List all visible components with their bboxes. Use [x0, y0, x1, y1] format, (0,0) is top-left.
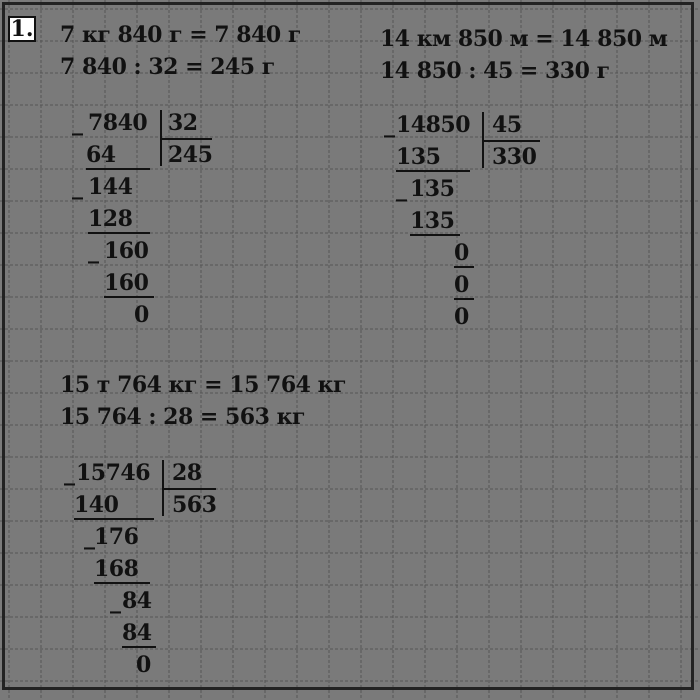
- minus-sign: _: [110, 588, 121, 614]
- division-step: 135: [396, 144, 470, 172]
- divisor-underline: [160, 138, 212, 140]
- divisor-underline: [162, 488, 216, 490]
- dividend: 7840: [88, 110, 148, 136]
- minus-sign: _: [72, 110, 83, 136]
- division-step: 140: [74, 492, 154, 520]
- problem-c-equation: 15 764 : 28 = 563 кг: [60, 404, 305, 430]
- division-step: 0: [454, 240, 474, 268]
- division-step: 160: [104, 270, 154, 298]
- division-step: 64: [86, 142, 150, 170]
- minus-sign: _: [84, 524, 95, 550]
- division-step: 176: [94, 524, 139, 550]
- minus-sign: _: [384, 112, 395, 138]
- division-step: 135: [410, 208, 460, 236]
- quotient: 330: [492, 144, 537, 170]
- task-number: 1.: [8, 16, 36, 42]
- divisor: 32: [168, 110, 198, 136]
- problem-c-conversion: 15 т 764 кг = 15 764 кг: [60, 372, 346, 398]
- dividend: 15746: [76, 460, 151, 486]
- minus-sign: _: [64, 460, 75, 486]
- division-step: 135: [410, 176, 455, 202]
- problem-a-conversion: 7 кг 840 г = 7 840 г: [60, 22, 301, 48]
- division-remainder: 0: [134, 302, 149, 328]
- division-step: 144: [88, 174, 133, 200]
- division-step: 84: [122, 620, 156, 648]
- division-step: 84: [122, 588, 152, 614]
- dividend: 14850: [396, 112, 471, 138]
- problem-b-equation: 14 850 : 45 = 330 г: [380, 58, 610, 84]
- quotient: 563: [172, 492, 217, 518]
- division-step: 168: [94, 556, 150, 584]
- division-step: 128: [88, 206, 150, 234]
- problem-b-conversion: 14 км 850 м = 14 850 м: [380, 26, 668, 52]
- divisor-underline: [482, 140, 540, 142]
- division-step: 160: [104, 238, 149, 264]
- minus-sign: _: [396, 176, 407, 202]
- divisor: 45: [492, 112, 522, 138]
- division-step: 0: [454, 272, 474, 300]
- division-remainder: 0: [136, 652, 151, 678]
- division-remainder: 0: [454, 304, 469, 330]
- minus-sign: _: [88, 238, 99, 264]
- quotient: 245: [168, 142, 213, 168]
- divisor: 28: [172, 460, 202, 486]
- page-frame: [2, 2, 694, 690]
- minus-sign: _: [72, 174, 83, 200]
- problem-a-equation: 7 840 : 32 = 245 г: [60, 54, 275, 80]
